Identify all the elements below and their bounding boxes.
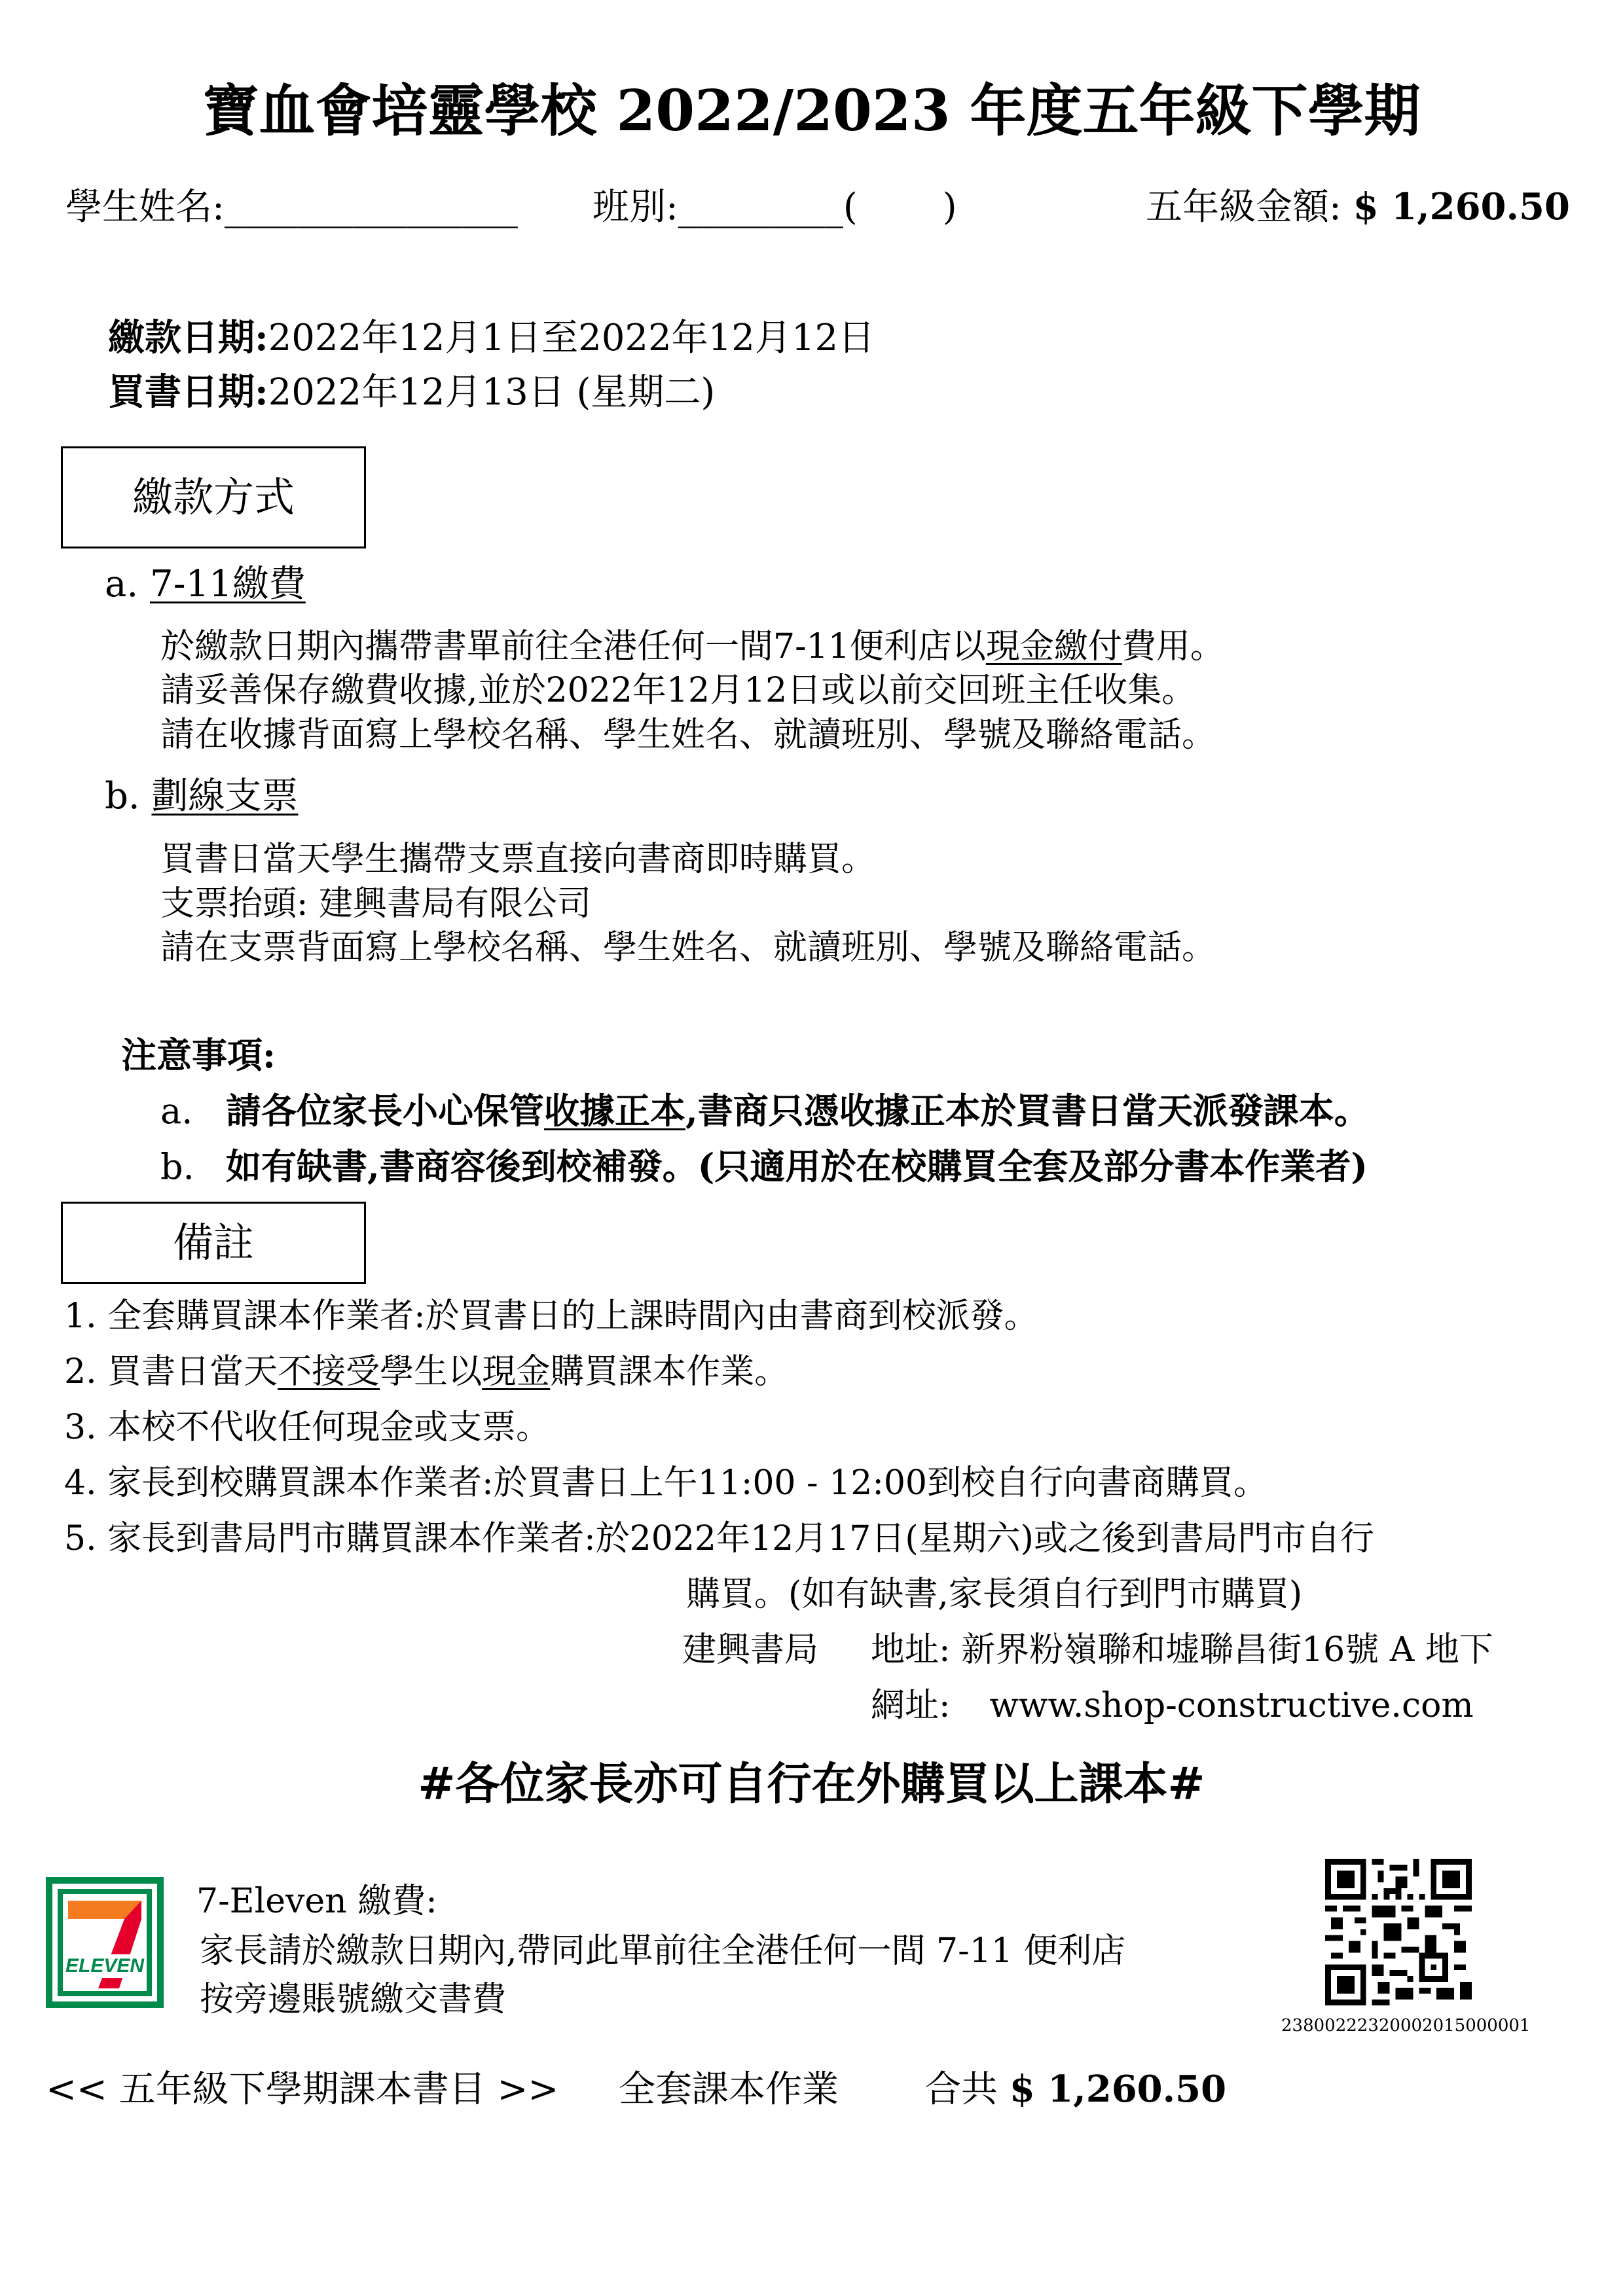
remark-5: 5. 家長到書局門市購買課本作業者:於2022年12月17日(星期六)或之後到書局門市自行: [64, 1519, 1374, 1558]
shop-address-label: 地址:: [871, 1630, 951, 1670]
shop-address: [871, 1622, 1493, 1671]
remark-2-start: 2. 買書日當天: [64, 1352, 278, 1391]
payment-qr-code: [1325, 1859, 1472, 2005]
shop-address-value: 新界粉嶺聯和墟聯昌街16號 A 地下: [961, 1630, 1493, 1670]
remark-2-mid: 學生以: [380, 1352, 483, 1391]
shop-website-url: www.shop-constructive.com: [989, 1686, 1474, 1725]
total-value: $ 1,260.50: [1009, 2068, 1227, 2111]
cash-payment-emphasis: 現金繳付: [985, 627, 1122, 666]
seven-eleven-logo-icon: [46, 1877, 164, 2008]
method-a-line-3: 請在收據背面寫上學校名稱、學生姓名、就讀班別、學號及聯絡電話。: [160, 715, 1216, 755]
note-a-marker: a.: [160, 1090, 193, 1132]
shop-website-label: 網址:: [871, 1686, 951, 1725]
method-a-title: 7-11繳費: [150, 563, 306, 605]
shop-name: 建興書局: [682, 1630, 819, 1670]
total-label: 合共: [924, 2068, 998, 2111]
method-b-heading: [105, 767, 298, 819]
method-b-title: 劃線支票: [151, 775, 299, 817]
method-a-line-2: 請妥善保存繳費收據,並於2022年12月12日或以前交回班主任收集。: [160, 671, 1196, 710]
seven-eleven-logo-text: ELEVEN: [65, 1955, 145, 1977]
payment-date-value: 2022年12月1日至2022年12月12日: [268, 317, 875, 359]
grade-amount-label: 五年級金額:: [1146, 186, 1341, 228]
grade-amount: [1146, 178, 1570, 230]
note-a-end: ,書商只憑收據正本於買書日當天派發課本。: [685, 1090, 1370, 1132]
note-b-marker: b.: [160, 1146, 194, 1187]
method-b-line-2: 支票抬頭: 建興書局有限公司: [160, 884, 592, 924]
payment-methods-heading: 繳款方式: [132, 473, 295, 521]
shop-website: [871, 1677, 1474, 1727]
remark-3: 3. 本校不代收任何現金或支票。: [64, 1408, 551, 1447]
payment-methods-box: [61, 446, 366, 548]
method-b-marker: b.: [105, 775, 140, 817]
class-field: [593, 178, 957, 230]
page-title: 寶血會培靈學校 2022/2023 年度五年級下學期: [202, 78, 1421, 144]
seven-eleven-title: 7-Eleven 繳費:: [196, 1882, 437, 1921]
method-b-line-3: 請在支票背面寫上學校名稱、學生姓名、就讀班別、學號及聯絡電話。: [160, 928, 1216, 967]
note-a: [160, 1083, 1370, 1134]
remark-4: 4. 家長到校購買課本作業者:於買書日上午11:00 - 12:00到校自行向書商購買。: [64, 1463, 1268, 1503]
purchase-date-label: 買書日期:: [108, 370, 268, 414]
seven-eleven-instruction-1: 家長請於繳款日期內,帶同此單前往全港任何一間 7-11 便利店: [200, 1931, 1126, 1971]
method-a-heading: [105, 555, 306, 607]
payment-date-label: 繳款日期:: [108, 316, 268, 359]
booklist-label: << 五年級下學期課本書目 >>: [46, 2068, 559, 2111]
note-b-text: 如有缺書,書商容後到校補發。(只適用於在校購買全套及部分書本作業者): [226, 1145, 1368, 1187]
not-accept-emphasis: 不接受: [278, 1352, 380, 1391]
seven-eleven-instruction-2: 按旁邊賬號繳交書費: [200, 1980, 507, 2019]
payment-date: [108, 309, 875, 361]
grade-amount-value: $ 1,260.50: [1353, 185, 1570, 228]
note-b: [160, 1139, 1368, 1189]
remark-2-end: 購買課本作業。: [550, 1352, 789, 1391]
class-number-close: ): [942, 186, 957, 228]
student-name-field: [65, 178, 518, 230]
student-name-label: 學生姓名:: [65, 186, 225, 228]
purchase-date-value: 2022年12月13日 (星期二): [268, 371, 716, 414]
class-blank: _________(: [678, 186, 858, 228]
method-a-line-1-text: 於繳款日期內攜帶書單前往全港任何一間7-11便利店以: [160, 627, 986, 666]
remark-5-continued: 購買。(如有缺書,家長須自行到門市購買): [686, 1575, 1303, 1614]
full-set-label: 全套課本作業: [619, 2068, 839, 2111]
student-name-blank: ________________: [224, 186, 518, 228]
cash-emphasis: 現金: [482, 1352, 551, 1391]
method-b-line-1: 買書日當天學生攜帶支票直接向書商即時購買。: [160, 840, 876, 879]
method-a-line-1: [160, 619, 1224, 668]
purchase-date: [108, 363, 715, 416]
note-a-text: 請各位家長小心保管: [226, 1090, 544, 1132]
total-amount: [924, 2060, 1226, 2113]
receipt-original-emphasis: 收據正本: [544, 1090, 685, 1132]
account-number: 23800222320002015000001: [1281, 2016, 1531, 2036]
purchase-elsewhere-banner: #各位家長亦可自行在外購買以上課本#: [418, 1758, 1205, 1810]
remarks-box: [61, 1202, 366, 1284]
method-a-marker: a.: [105, 563, 139, 605]
remarks-heading: 備註: [172, 1219, 254, 1266]
class-label: 班別:: [593, 186, 678, 228]
remark-1: 1. 全套購買課本作業者:於買書日的上課時間內由書商到校派發。: [64, 1297, 1038, 1336]
method-a-line-1-end: 費用。: [1122, 627, 1224, 666]
remark-2: [64, 1344, 788, 1393]
notes-title: 注意事項:: [121, 1034, 276, 1076]
